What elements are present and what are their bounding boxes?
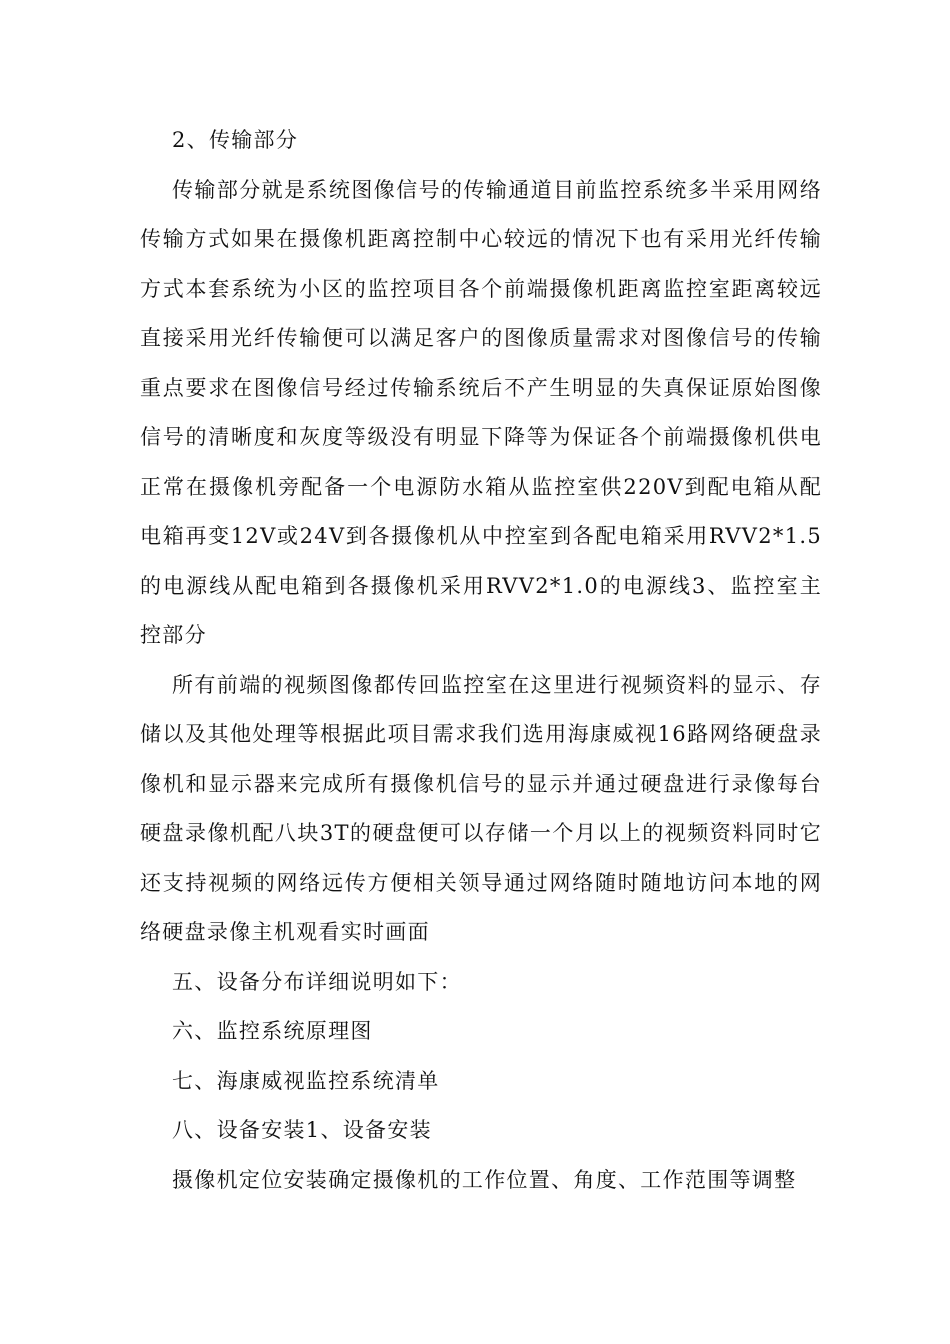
heading-equipment-list: 七、海康威视监控系统清单: [172, 1068, 440, 1093]
paragraph-transmission: 传输部分就是系统图像信号的传输通道目前监控系统多半采用网络传输方式如果在摄像机距离控制中心较远的情况下也有采用光纤传输方式本套系统为小区的监控项目各个前端摄像机距离监控室距离较远直接采用光纤传输便可以满足客户的图像质量需求对图像信号的传输重点要求在图像信号经过传输系统后不产生明显的失真保证原始图像信号的清晰度和灰度等级没有明显下降等为保证各个前端摄像机供电正常在摄像机旁配备一个电源防水箱从监控室供220V到配电箱从配电箱再变12V或24V到各摄像机从中控室到各配电箱采用RVV2*1.5的电源线从配电箱到各摄像机采用RVV2*1.0的电源线3、监控室主控部分: [140, 177, 822, 647]
paragraph-camera-installation: 摄像机定位安装确定摄像机的工作位置、角度、工作范围等调整: [172, 1167, 797, 1192]
heading-system-diagram: 六、监控系统原理图: [172, 1019, 373, 1043]
paragraph-control-room: 所有前端的视频图像都传回监控室在这里进行视频资料的显示、存储以及其他处理等根据此项目需求我们选用海康威视16路网络硬盘录像机和显示器来完成所有摄像机信号的显示并通过硬盘进行录像每台硬盘录像机配八块3T的硬盘便可以存储一个月以上的视频资料同时它还支持视频的网络远传方便相关领导通过网络随时随地访问本地的网络硬盘录像主机观看实时画面: [140, 672, 822, 944]
document-page: [140, 116, 822, 1205]
heading-equipment-distribution: 五、设备分布详细说明如下：: [172, 969, 462, 994]
heading-equipment-installation: 八、设备安装1、设备安装: [172, 1118, 432, 1142]
section-heading-transmission: 2、传输部分: [172, 128, 299, 152]
